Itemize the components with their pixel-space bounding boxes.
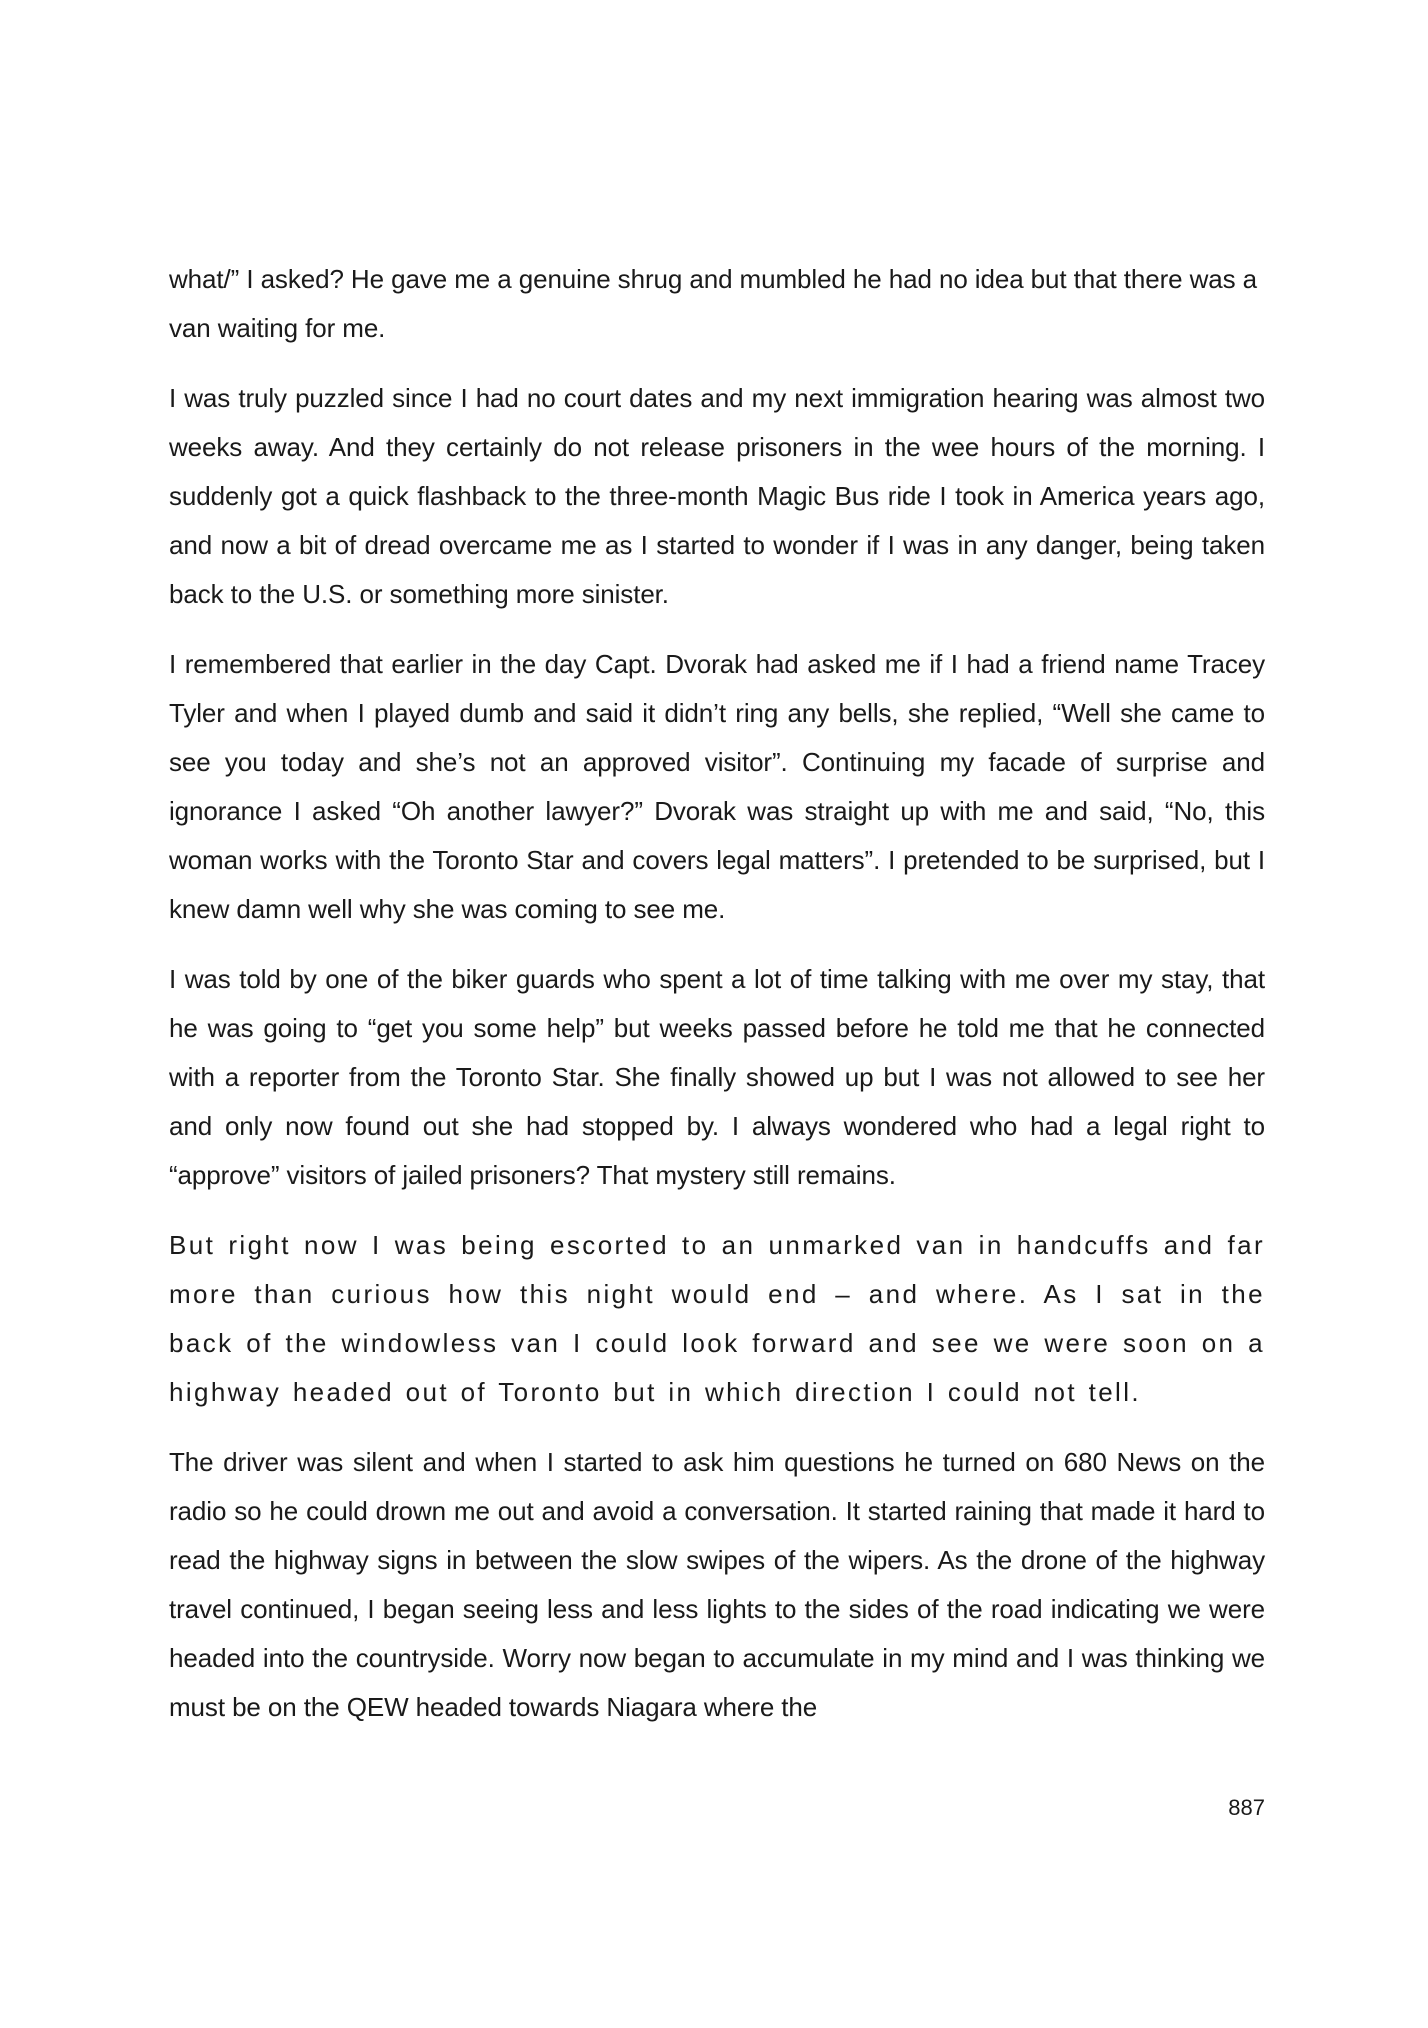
paragraph-4: I was told by one of the biker guards who spent a lot of time talking with me over my stay, that he was going to “get you some help” but weeks passed before he told me that he connected with a reporter from the Toronto Star. She finally showed up but I was not allowed to see her and only now found out she had stopped by. I always wondered who had a legal right to “approve” visitors of jailed prisoners? That mystery still remains. [169, 964, 1265, 1190]
paragraph-6: The driver was silent and when I started to ask him questions he turned on 680 News on the radio so he could drown me out and avoid a conversation. It started raining that made it hard to read the highway signs in between the slow swipes of the wipers. As the drone of the highway travel continued, I began seeing less and less lights to the sides of the road indicating we were headed into the countryside. Worry now began to accumulate in my mind and I was thinking we must be on the QEW headed towards Niagara where the [169, 1447, 1265, 1722]
paragraph-1: what/” I asked? He gave me a genuine shrug and mumbled he had no idea but that there was a van waiting for me. [169, 264, 1258, 343]
paragraph-2: I was truly puzzled since I had no court dates and my next immigration hearing was almost two weeks away. And they certainly do not release prisoners in the wee hours of the morning. I suddenly got a quick flashback to the three-month Magic Bus ride I took in America years ago, and now a bit of dread overcame me as I started to wonder if I was in any danger, being taken back to the U.S. or something more sinister. [169, 383, 1265, 609]
page-number: 887 [1228, 1795, 1265, 1820]
paragraph-5: But right now I was being escorted to an unmarked van in handcuffs and far more than curious how this night would end – and where. As I sat in the back of the windowless van I could look forward and see we were soon on a highway headed out of Toronto but in which direction I could not tell. [169, 1230, 1265, 1407]
body-text [169, 255, 1265, 1753]
paragraph-3: I remembered that earlier in the day Capt. Dvorak had asked me if I had a friend name Tracey Tyler and when I played dumb and said it didn’t ring any bells, she replied, “Well she came to see you today and she’s not an approved visitor”. Continuing my facade of surprise and ignorance I asked “Oh another lawyer?” Dvorak was straight up with me and said, “No, this woman works with the Toronto Star and covers legal matters”. I pretended to be surprised, but I knew damn well why she was coming to see me. [169, 649, 1265, 924]
